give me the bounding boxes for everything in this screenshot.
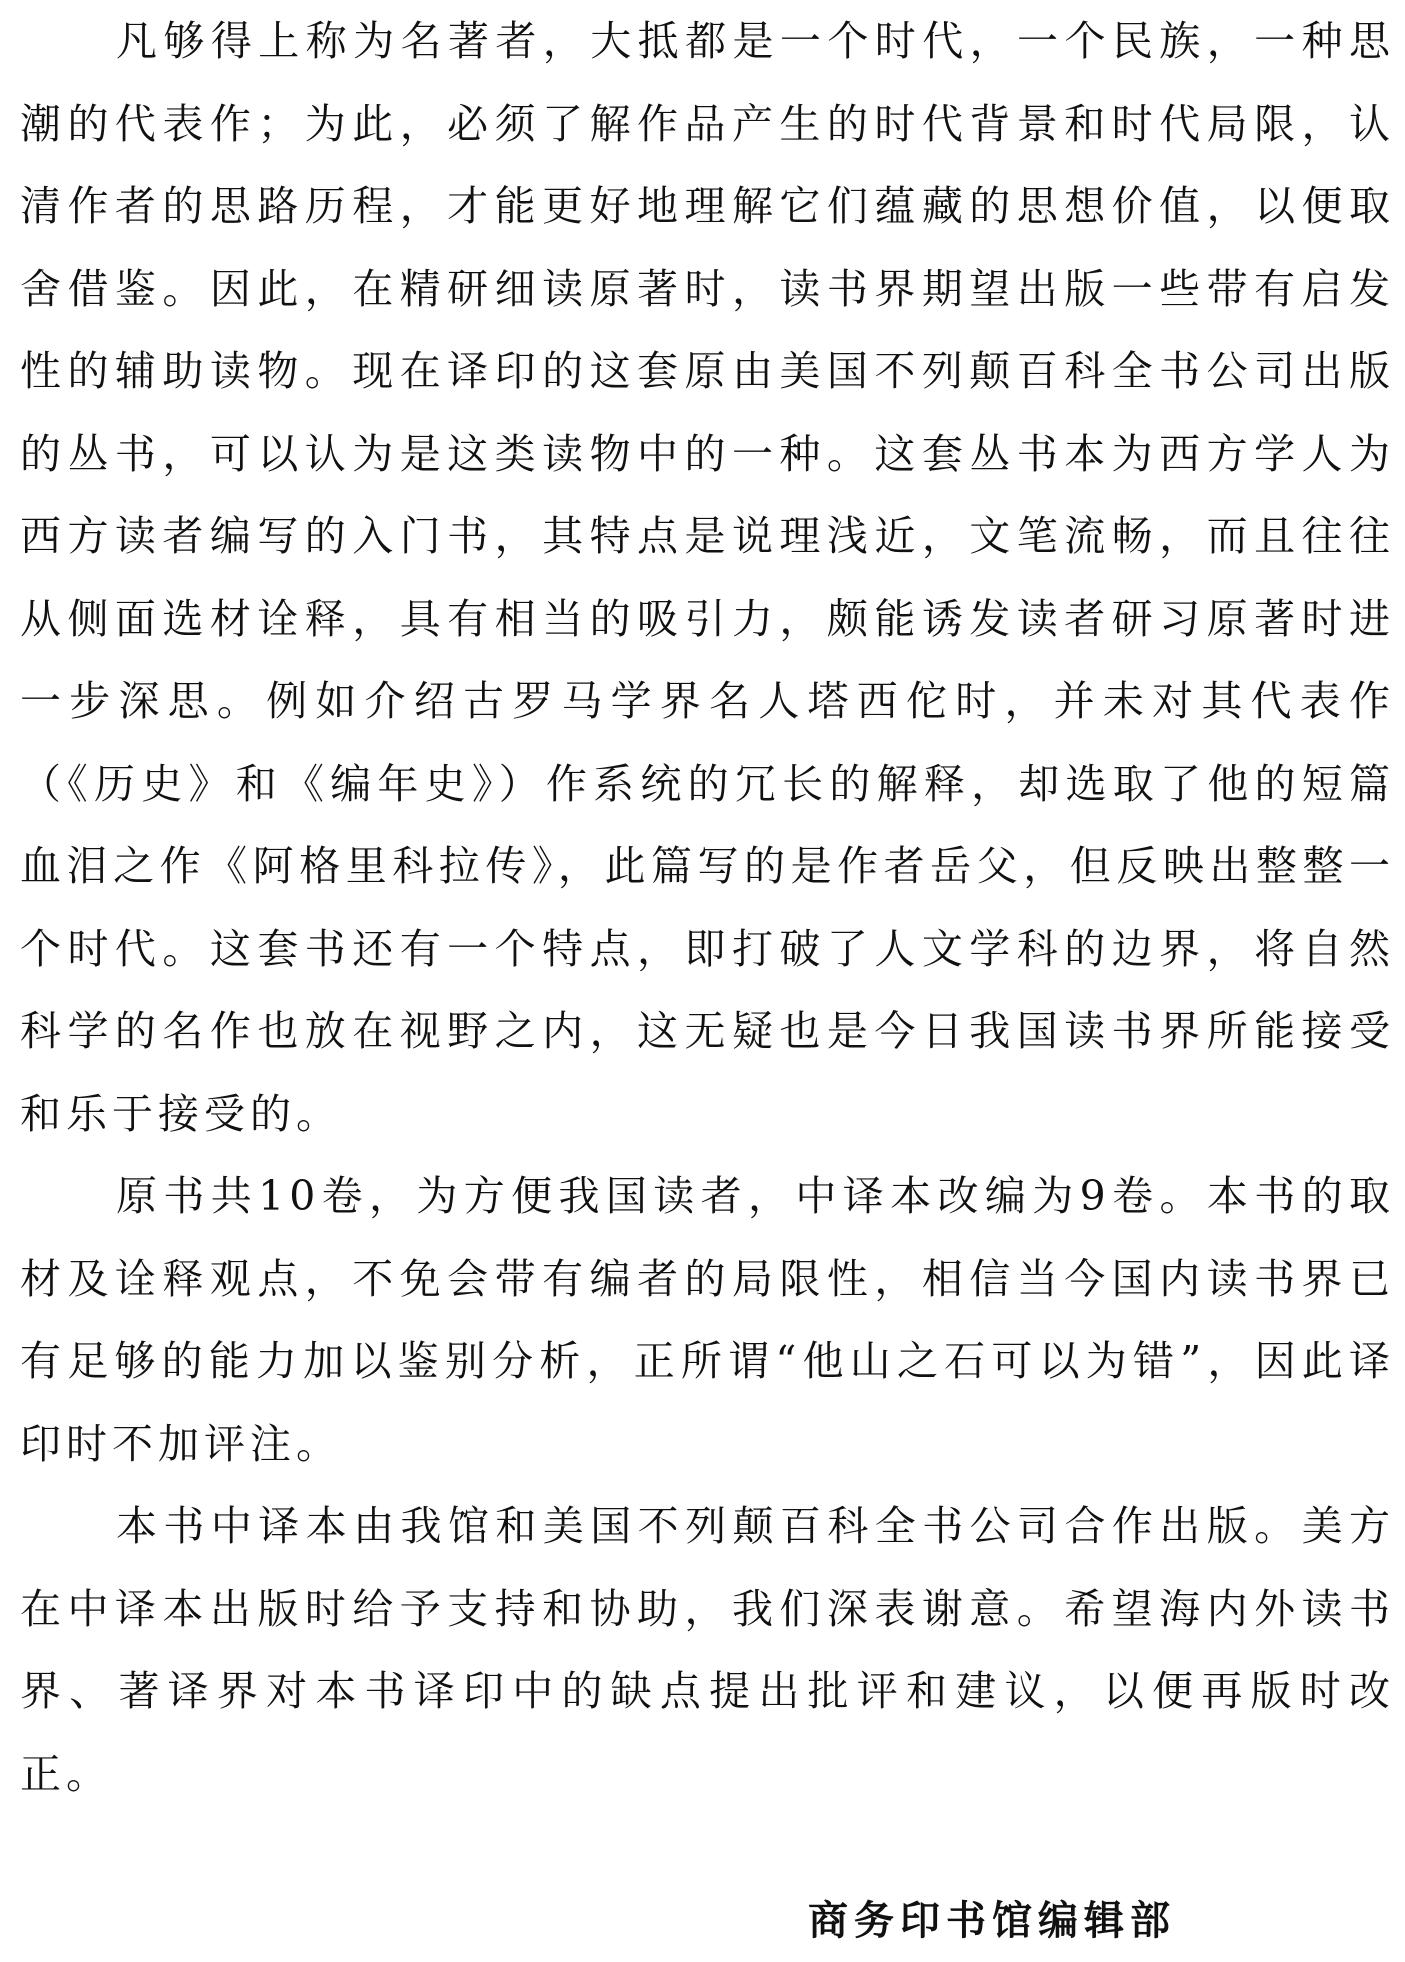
- publisher-signature: 商务印书馆编辑部: [808, 1898, 1176, 1944]
- preface-body: [20, 0, 1395, 1815]
- paragraph-1: 凡够得上称为名著者，大抵都是一个时代，一个民族，一种思潮的代表作；为此，必须了解作品产生的时代背景和时代局限，认清作者的思路历程，才能更好地理解它们蕴藏的思想价值，以便取舍借鉴。因此，在精研细读原著时，读书界期望出版一些带有启发性的辅助读物。现在译印的这套原由美国不列颠百科全书公司出版的丛书，可以认为是这类读物中的一种。这套丛书本为西方学人为西方读者编写的入门书，其特点是说理浅近，文笔流畅，而且往往从侧面选材诠释，具有相当的吸引力，颇能诱发读者研习原著时进一步深思。例如介绍古罗马学界名人塔西佗时，并未对其代表作（《历史》和《编年史》）作系统的冗长的解释，却选取了他的短篇血泪之作《阿格里科拉传》，此篇写的是作者岳父，但反映出整整一个时代。这套书还有一个特点，即打破了人文学科的边界，将自然科学的名作也放在视野之内，这无疑也是今日我国读书界所能接受和乐于接受的。: [20, 17, 1395, 1138]
- paragraph-3: 本书中译本由我馆和美国不列颠百科全书公司合作出版。美方在中译本出版时给予支持和协助，我们深表谢意。希望海内外读书界、著译界对本书译印中的缺点提出批评和建议，以便再版时改正。: [20, 1502, 1395, 1798]
- paragraph-2: 原书共10卷，为方便我国读者，中译本改编为9卷。本书的取材及诠释观点，不免会带有编者的局限性，相信当今国内读书界已有足够的能力加以鉴别分析，正所谓“他山之石可以为错”，因此译印时不加评注。: [20, 1172, 1395, 1468]
